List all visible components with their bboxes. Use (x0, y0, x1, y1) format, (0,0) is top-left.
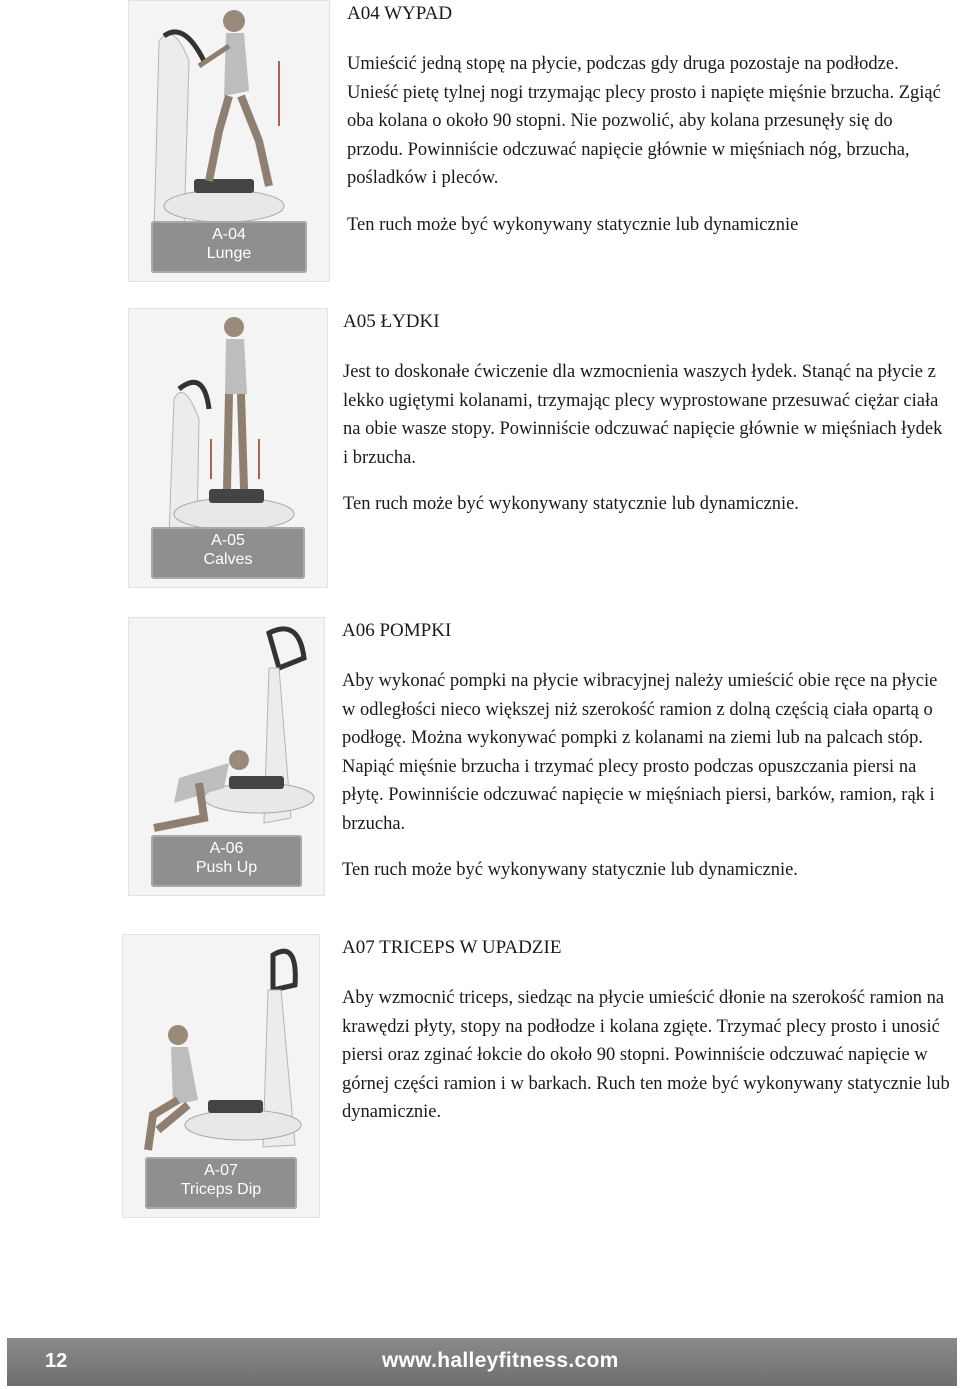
exercise-note: Ten ruch może być wykonywany statycznie lub dynamicznie. (343, 494, 799, 514)
caption-code: A-07 (204, 1162, 238, 1179)
exercise-description: Aby wzmocnić triceps, siedząc na płycie umieścić dłonie na szerokość ramion na krawędzi płyty, stopy na podłodze i kolana zgięte. Trzymać plecy prosto i unosić piersi oraz zginać łokcie do około 90 stopni. Powinniście odczuwać napięcie w górnej części ramion i w barkach. Ruch ten może być wykonywany statycznie lub dynamicznie. (342, 988, 950, 1122)
exercise-photo-calves (128, 308, 328, 588)
exercise-photo-triceps-dip (122, 934, 320, 1218)
image-caption (151, 527, 305, 579)
image-caption (145, 1157, 297, 1209)
caption-code: A-05 (211, 532, 245, 549)
exercise-description: Umieścić jedną stopę na płycie, podczas gdy druga pozostaje na podłodze. Unieść pietę tylnej nogi trzymając plecy prosto i napięte mięśnie brzucha. Zgiąć oba kolana o około 90 stopni. Nie pozwolić, aby kolana przesunęły się do przodu. Powinniście odczuwać napięcie głównie w mięśniach nóg, brzucha, pośladków i pleców. (347, 54, 941, 188)
exercise-text (342, 617, 952, 885)
exercise-title: A06 POMPKI (342, 620, 452, 641)
exercise-photo-lunge (128, 0, 330, 282)
website-link[interactable]: www.halleyfitness.com (382, 1349, 619, 1372)
exercise-text (347, 0, 947, 239)
caption-name: Lunge (206, 245, 252, 262)
exercise-description: Aby wykonać pompki na płycie wibracyjnej należy umieścić obie ręce na płycie w odległości nieco większej niż szerokość ramion z dolną częścią ciała opartą o podłogę. Można wykonywać pompki z kolanami na ziemi lub na palcach stóp. Napiąć mięśnie brzucha i trzymać plecy prosto podczas opuszczania piersi na płytę. Powinniście odczuwać napięcie w mięśniach piersi, barków, ramion, rąk i brzucha. (342, 671, 938, 834)
exercise-title: A05 ŁYDKI (343, 311, 440, 332)
caption-name: Calves (203, 551, 253, 568)
exercise-note: Ten ruch może być wykonywany statycznie lub dynamicznie (347, 214, 799, 235)
exercise-text (343, 308, 948, 519)
exercise-note: Ten ruch może być wykonywany statycznie lub dynamicznie. (342, 860, 798, 880)
exercise-photo-push-up (128, 617, 325, 896)
exercise-title: A07 TRICEPS W UPADZIE (342, 937, 562, 958)
exercise-text (342, 934, 954, 1127)
page-footer (7, 1338, 957, 1386)
image-caption (151, 221, 307, 273)
caption-name: Push Up (195, 859, 258, 876)
caption-code: A-04 (212, 226, 246, 243)
image-caption (151, 835, 302, 887)
page-number: 12 (45, 1350, 68, 1372)
caption-code: A-06 (209, 840, 244, 857)
exercise-description: Jest to doskonałe ćwiczenie dla wzmocnienia waszych łydek. Stanąć na płycie z lekko ugiętymi kolanami, trzymając plecy wyprostowane przesuwać ciężar ciała na obie wasze stopy. Powinniście odczuwać napięcie głównie w mięśniach łydek i brzucha. (343, 362, 943, 468)
caption-name: Triceps Dip (180, 1181, 262, 1198)
exercise-title: A04 WYPAD (347, 3, 453, 24)
